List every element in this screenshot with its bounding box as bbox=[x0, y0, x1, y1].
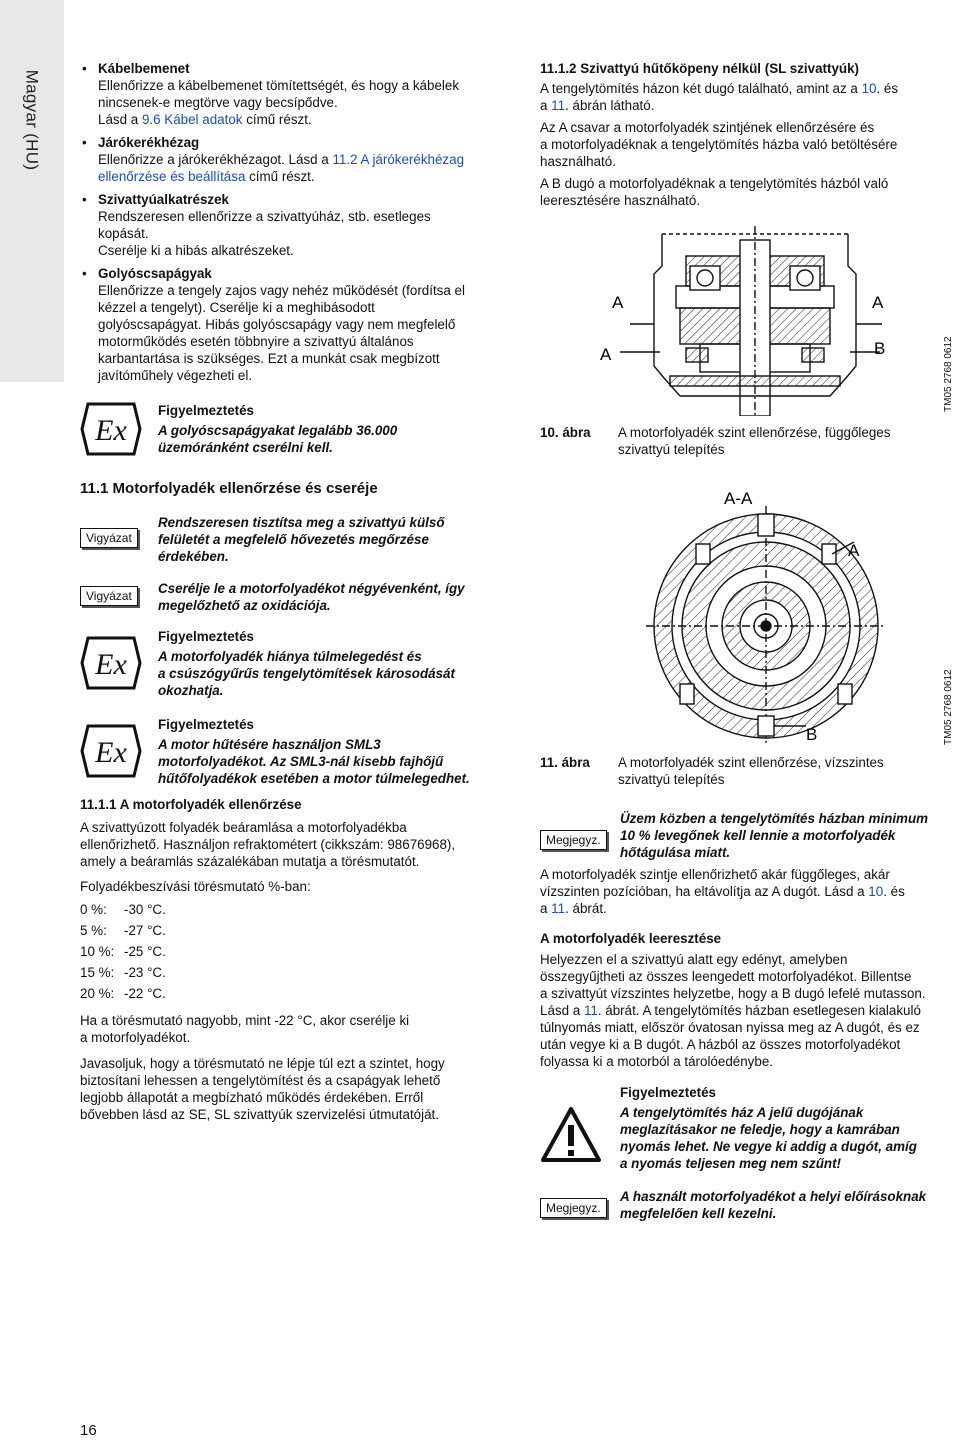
warning-text: a nyomás teljesen meg nem szűnt! bbox=[620, 1156, 842, 1171]
svg-text:Ex: Ex bbox=[95, 414, 127, 447]
section-11-1-1 bbox=[80, 796, 510, 1123]
svg-text:Ex: Ex bbox=[95, 736, 127, 769]
figure-11-horizontal-section bbox=[610, 484, 920, 746]
bullet-line: Rendszeresen ellenőrizze a szivattyúház, stb. esetleges bbox=[98, 209, 431, 224]
bullet-title: • Golyóscsapágyak bbox=[98, 266, 212, 281]
caution-text: Rendszeresen tisztítsa meg a szivattyú külső bbox=[158, 515, 445, 530]
warning-text: üzemóránként cserélni kell. bbox=[158, 440, 333, 455]
bullet-line: kézzel a tengelyt). Cserélje ki a meghibásodott bbox=[98, 300, 375, 315]
warning-label: Figyelmeztetés bbox=[158, 629, 255, 644]
note-text: A használt motorfolyadékot a helyi előírásoknak bbox=[620, 1189, 927, 1204]
note-text: megfelelően kell kezelni. bbox=[620, 1206, 777, 1221]
fig10-tm-code: TM05 2768 0612 bbox=[943, 336, 954, 412]
temp-cell: -22 °C. bbox=[124, 986, 166, 1001]
pct-cell: 10 %: bbox=[80, 944, 115, 959]
paragraph-line: bővebben lásd az SE, SL szivattyúk szervizelési útmutatóját. bbox=[80, 1107, 439, 1122]
bullet-ref-line bbox=[98, 111, 500, 128]
caption-line: A motorfolyadék szint ellenőrzése, függőleges bbox=[618, 425, 891, 440]
section-heading-11-1-1: 11.1.1 A motorfolyadék ellenőrzése bbox=[80, 797, 302, 812]
paragraph-line: leeresztésére használható. bbox=[540, 193, 701, 208]
warning-label: Figyelmeztetés bbox=[158, 717, 255, 732]
paragraph-line: a motorfolyadéknak a tengelytömítés házba való betöltésére bbox=[540, 137, 898, 152]
warning-text: A motorfolyadék hiánya túlmelegedést és bbox=[158, 649, 422, 664]
section-heading-11-1-2: 11.1.2 Szivattyú hűtőköpeny nélkül (SL szivattyúk) bbox=[540, 61, 859, 76]
figure-11-caption bbox=[540, 754, 940, 788]
paragraph-line bbox=[540, 883, 950, 900]
ex-warning-fluid-shortage bbox=[80, 628, 500, 699]
figure-number: 10. ábra bbox=[540, 425, 591, 440]
list-item bbox=[80, 60, 500, 128]
table-row bbox=[80, 922, 510, 939]
right-column bbox=[540, 60, 940, 209]
freezing-intro: Folyadékbeszívási törésmutató %-ban: bbox=[80, 879, 311, 894]
caution-replace bbox=[80, 580, 500, 614]
paragraph-line: A B dugó a motorfolyadéknak a tengelytömítés házból való bbox=[540, 176, 889, 191]
drain-heading: A motorfolyadék leeresztése bbox=[540, 931, 722, 946]
caution-tag: Vigyázat bbox=[80, 586, 138, 606]
paragraph-line: A szivattyúzott folyadék beáramlása a motorfolyadékba bbox=[80, 820, 407, 835]
general-warning-pressure bbox=[540, 1084, 950, 1172]
note-tag: Megjegyz. bbox=[540, 830, 607, 850]
text-run: Lásd a bbox=[540, 1003, 584, 1018]
ex-hazard-icon bbox=[80, 722, 142, 780]
paragraph-line bbox=[540, 1002, 956, 1019]
fig10-label-a-right: A bbox=[872, 293, 884, 312]
text-run: vízszinten pozícióban, ha eltávolítja az A dugót. Lásd a bbox=[540, 884, 869, 899]
caution-text: felületét a megfelelő hővezetés megőrzése bbox=[158, 532, 429, 547]
paragraph-line: összegyűjtheti az összes leengedett motorfolyadékot. Billentse bbox=[540, 969, 912, 984]
caution-clean bbox=[80, 514, 500, 565]
paragraph-line: a szivattyút vízszintes helyzetbe, hogy a B dugó lefelé mutasson. bbox=[540, 986, 926, 1001]
temp-cell: -25 °C. bbox=[124, 944, 166, 959]
text-run: . ábrát. A tengelytömítés házban esetlegesen kialakuló bbox=[597, 1003, 921, 1018]
warning-text: meglazításakor ne feledje, hogy a kamrában bbox=[620, 1122, 900, 1137]
figure-10-caption bbox=[540, 424, 940, 458]
temp-cell: -27 °C. bbox=[124, 923, 166, 938]
bullet-title: • Szivattyúalkatrészek bbox=[98, 192, 230, 207]
warning-triangle-icon bbox=[540, 1106, 602, 1164]
table-row bbox=[80, 964, 510, 981]
bullet-line: Ellenőrizze a járókerékhézagot. Lásd a bbox=[98, 152, 333, 167]
ref-prefix: Lásd a bbox=[98, 112, 142, 127]
fig10-label-b: B bbox=[874, 339, 886, 358]
paragraph-line: Ha a törésmutató nagyobb, mint -22 °C, akor cserélje ki bbox=[80, 1013, 410, 1028]
bullet-line: kopását. bbox=[98, 226, 149, 241]
figure-ref-link[interactable]: 10 bbox=[861, 81, 877, 96]
drain-section bbox=[540, 930, 956, 1070]
bullet-line: javítóműhely végezheti el. bbox=[98, 368, 253, 383]
note-air-volume bbox=[540, 810, 940, 861]
ref-suffix: című részt. bbox=[242, 112, 312, 127]
freezing-table bbox=[80, 901, 510, 1002]
svg-text:Ex: Ex bbox=[95, 648, 127, 681]
text-run: a bbox=[540, 98, 552, 113]
ref-suffix: című részt. bbox=[245, 169, 315, 184]
language-tab bbox=[0, 0, 64, 382]
paragraph-line: A motorfolyadék szintje ellenőrizhető akár függőleges, akár bbox=[540, 867, 890, 882]
text-run: A tengelytömítés házon két dugó található, amint az a bbox=[540, 81, 862, 96]
paragraph-line: Helyezzen el a szivattyú alatt egy edényt, amelyben bbox=[540, 952, 848, 967]
text-run: . és bbox=[876, 81, 899, 96]
maintenance-checklist bbox=[80, 60, 500, 384]
paragraph-line bbox=[540, 900, 950, 917]
pct-cell: 0 %: bbox=[80, 902, 107, 917]
pct-cell: 5 %: bbox=[80, 923, 107, 938]
figure-ref-link[interactable]: 11 bbox=[551, 98, 566, 113]
text-run: . és bbox=[883, 884, 905, 899]
figure-ref-link[interactable]: 11 bbox=[551, 901, 566, 916]
paragraph-line: ellenőrizhető. Használjon refraktométert (cikkszám: 98676968), bbox=[80, 837, 456, 852]
pct-cell: 20 %: bbox=[80, 986, 115, 1001]
note-disposal bbox=[540, 1188, 950, 1222]
figure-ref-link[interactable]: 10 bbox=[868, 884, 884, 899]
fig10-label-a-upper-left: A bbox=[612, 293, 624, 312]
paragraph-line: amely a beáramlás százalékában mutatja a törésmutatót. bbox=[80, 854, 420, 869]
fig10-label-a-lower-left: A bbox=[600, 345, 612, 364]
pct-cell: 15 %: bbox=[80, 965, 115, 980]
paragraph-line: után vegye ki a B dugót. A házból az összes motorfolyadékot bbox=[540, 1037, 901, 1052]
caution-text: megelőzhető az oxidációja. bbox=[158, 598, 331, 613]
fig11-label-a: A bbox=[848, 541, 860, 560]
paragraph-line: használható. bbox=[540, 154, 616, 169]
left-column bbox=[80, 60, 500, 386]
figure-number: 11. ábra bbox=[540, 755, 590, 770]
bullet-line: motorműködés esetén többnyire a szivattyú általános bbox=[98, 334, 414, 349]
bullet-line: golyóscsapágyat. Hibás golyóscsapágy vagy nem megfelelő bbox=[98, 317, 456, 332]
warning-text: A motor hűtésére használjon SML3 bbox=[158, 737, 381, 752]
warning-text: motorfolyadékot. Az SML3-nál kisebb fajhőjű bbox=[158, 754, 444, 769]
warning-text: A tengelytömítés ház A jelű dugójának bbox=[620, 1105, 864, 1120]
page-number: 16 bbox=[80, 1422, 97, 1439]
section-heading-11-1: 11.1 Motorfolyadék ellenőrzése és cseréje bbox=[80, 480, 378, 497]
paragraph-line: Az A csavar a motorfolyadék szintjének ellenőrzésére és bbox=[540, 120, 875, 135]
text-run: . ábrát. bbox=[565, 901, 607, 916]
ex-warning-bearings bbox=[80, 400, 500, 458]
ref-text: A járókerékhézag ellenőrzése és beállítása bbox=[98, 152, 465, 184]
table-row bbox=[80, 985, 510, 1002]
caution-text: érdekében. bbox=[158, 549, 229, 564]
temp-cell: -23 °C. bbox=[124, 965, 166, 980]
paragraph-line bbox=[540, 97, 940, 114]
ex-warning-sml3 bbox=[80, 716, 520, 787]
paragraph-line: legjobb állapotát a megbízható működés érdekében. Erről bbox=[80, 1090, 424, 1105]
bullet-ref-line bbox=[98, 151, 500, 185]
paragraph-line: túlnyomás miatt, először óvatosan nyissa meg az A dugót, és ez bbox=[540, 1020, 920, 1035]
note-text: Üzem közben a tengelytömítés házban minimum bbox=[620, 811, 929, 826]
warning-label: Figyelmeztetés bbox=[620, 1085, 717, 1100]
warning-text: okozhatja. bbox=[158, 683, 224, 698]
fig11-tm-code: TM05 2768 0612 bbox=[943, 669, 954, 745]
ex-hazard-icon bbox=[80, 634, 142, 692]
ref-num: 11.2 bbox=[332, 152, 358, 167]
warning-text: a csúszógyűrűs tengelytömítések károsodását bbox=[158, 666, 455, 681]
figure-10-vertical-section bbox=[590, 226, 920, 416]
note-text: 10 % levegőnek kell lennie a motorfolyadék bbox=[620, 828, 896, 843]
warning-text: A golyóscsapágyakat legalább 36.000 bbox=[158, 423, 398, 438]
caption-line: A motorfolyadék szint ellenőrzése, vízszintes bbox=[618, 755, 884, 770]
note-text: hőtágulása miatt. bbox=[620, 845, 731, 860]
figure-ref-link[interactable]: 11 bbox=[583, 1003, 598, 1018]
temp-cell: -30 °C. bbox=[124, 902, 166, 917]
bullet-line: Ellenőrizze a kábelbemenet tömítettségét, és hogy a kábelek bbox=[98, 78, 460, 93]
warning-label: Figyelmeztetés bbox=[158, 403, 255, 418]
bullet-line: Cserélje ki a hibás alkatrészeket. bbox=[98, 243, 294, 258]
bullet-line: karbantartása is szükséges. Ezt a munkát csak megbízott bbox=[98, 351, 440, 366]
table-row bbox=[80, 943, 510, 960]
caption-line: szivattyú telepítés bbox=[618, 442, 725, 457]
warning-text: nyomás lehet. Ne vegye ki addig a dugót, amíg bbox=[620, 1139, 917, 1154]
paragraph-line: Javasoljuk, hogy a törésmutató ne lépje túl ezt a szintet, hogy bbox=[80, 1056, 445, 1071]
fig11-section-label: A-A bbox=[724, 489, 753, 508]
ref-num: 9.6 bbox=[141, 112, 161, 127]
list-item bbox=[80, 265, 500, 384]
bullet-line: Ellenőrizze a tengely zajos vagy nehéz működését (fordítsa el bbox=[98, 283, 465, 298]
ref-text: Kábel adatok bbox=[160, 112, 243, 127]
text-run: . ábrán látható. bbox=[565, 98, 655, 113]
language-tab-label: Magyar (HU) bbox=[22, 69, 42, 171]
caution-text: Cserélje le a motorfolyadékot négyévenként, így bbox=[158, 581, 465, 596]
ex-hazard-icon bbox=[80, 400, 142, 458]
fig11-label-b: B bbox=[806, 725, 818, 744]
table-row bbox=[80, 901, 510, 918]
warning-text: hűtőfolyadékok esetében a motor túlmelegedhet. bbox=[158, 771, 470, 786]
text-run: a bbox=[540, 901, 552, 916]
section-ref-link[interactable] bbox=[142, 112, 243, 127]
caution-tag: Vigyázat bbox=[80, 528, 138, 548]
paragraph-line: folyassa ki a motorból a tárolóedénybe. bbox=[540, 1054, 773, 1069]
level-check-paragraph bbox=[540, 866, 950, 917]
list-item bbox=[80, 134, 500, 185]
list-item bbox=[80, 191, 500, 259]
paragraph-line: a motorfolyadékot. bbox=[80, 1030, 191, 1045]
paragraph-line bbox=[540, 80, 940, 97]
bullet-title: • Kábelbemenet bbox=[98, 61, 190, 76]
bullet-title: • Járókerékhézag bbox=[98, 135, 200, 150]
bullet-line: nincsenek-e megtörve vagy becsípődve. bbox=[98, 95, 338, 110]
paragraph-line: biztosítani lehessen a tengelytömítést és a csapágyak lehető bbox=[80, 1073, 441, 1088]
note-tag: Megjegyz. bbox=[540, 1198, 607, 1218]
caption-line: szivattyú telepítés bbox=[618, 772, 725, 787]
